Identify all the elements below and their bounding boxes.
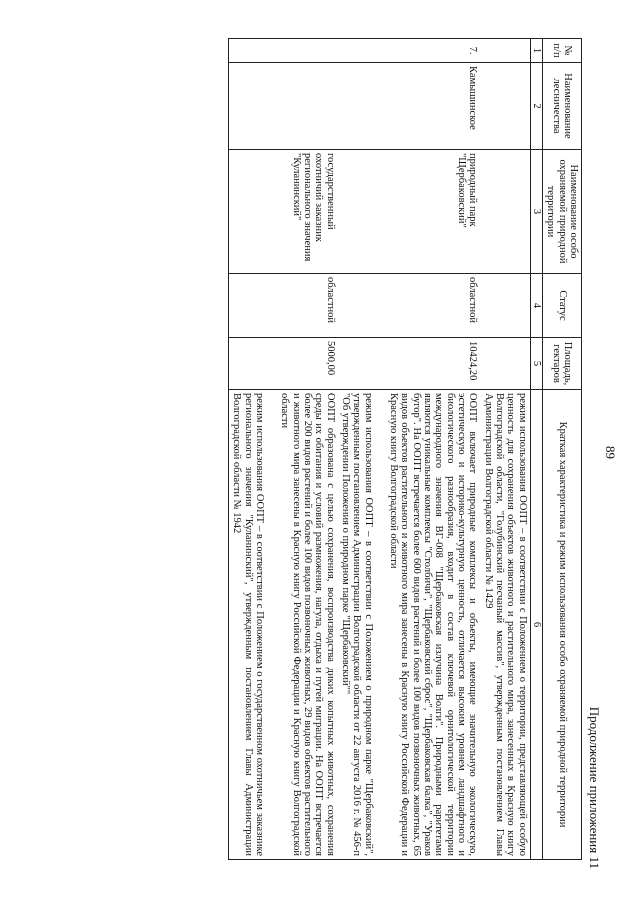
row-number-cell	[229, 39, 338, 63]
area-name-cell: природный парк "Щербаковский"	[338, 150, 481, 274]
header-cell: № п/п	[543, 39, 582, 63]
column-number: 4	[530, 274, 542, 338]
row-number-cell: 7.	[338, 39, 481, 63]
header-cell: Наименование особо охраняемой природной территории	[543, 150, 582, 274]
column-number: 6	[530, 390, 542, 860]
continuation-note: Продолжение приложения 11	[587, 706, 602, 869]
description-paragraph: ООПТ включает природные комплексы и объекты, имеющие значительную экологическую, эстетическую и историко-культурную ценность, отличается высоким уровнем ландшафтного и биологического разнообразия, входит в состав ключевой орнитологической территории международного значения ВГ-008 "Щербаковская излучина Волги". Природными раритетами являются уникальные комплексы "Столбичи", "Щербаковский сброс", "Щербаковская балка", "Ураков бугор". На ООПТ встречается более 600 видов растений и более 100 видов позвоночных животных, 65 видов объектов растительного и животного мира занесены в Красную книгу Российской Федерации и Красную книгу Волгоградской области	[388, 393, 479, 856]
table-row	[480, 39, 530, 860]
status-cell: областной	[229, 274, 338, 338]
table-header-row	[543, 39, 582, 860]
page-number: 89	[603, 446, 618, 459]
column-number-row	[530, 39, 542, 860]
description-cell	[480, 390, 530, 860]
column-number: 1	[530, 39, 542, 63]
area-name-cell: государственный охотничий заказник регионального значения "Куланинский"	[229, 150, 338, 274]
description-paragraph: режим использования ООПТ – в соответствии с Положением о территории, представляющей особую ценность для сохранения объектов животного и растительного мира, занесенных в Красную книгу Волгоградской области, "Голубинский песчаный массив", утвержденным постановлением Главы Администрации Волгоградской области № 1429	[482, 393, 528, 856]
header-cell: Краткая характеристика и режим использования особо охраняемой природной территории	[543, 390, 582, 860]
header-cell: Наименование лесничества	[543, 63, 582, 150]
header-cell: Статус	[543, 274, 582, 338]
forestry-cell	[480, 63, 530, 150]
row-number-cell	[480, 39, 530, 63]
column-number: 3	[530, 150, 542, 274]
area-size-cell	[480, 338, 530, 390]
area-name-cell	[480, 150, 530, 274]
protected-areas-table	[228, 38, 582, 860]
protected-areas-table-wrapper	[228, 38, 582, 860]
description-paragraph: ООПТ образована с целью сохранения, воспроизводства диких копытных животных, сохранения среды их обитания и условий размножения, нагула, отдыха и путей миграции. На ООПТ встречается более 200 видов растений и более 100 видов позвоночных животных, 29 видов объектов растительного и животного мира занесены в Красную книгу Российской Федерации и Красную книгу Волгоградской области	[279, 393, 336, 856]
description-paragraph: режим использования ООПТ – в соответствии с Положением о природном парке "Щербаковский", утвержденным постановлением Администрации Волгоградской области от 22 августа 2016 г. № 456-п "Об утверждении Положения о природном парке "Щербаковский""	[340, 393, 374, 856]
column-number: 2	[530, 63, 542, 150]
forestry-cell	[229, 63, 338, 150]
area-size-cell: 5000,00	[229, 338, 338, 390]
status-cell: областной	[338, 274, 481, 338]
description-cell	[229, 390, 338, 860]
area-size-cell: 10424,20	[338, 338, 481, 390]
header-cell: Площадь, гектаров	[543, 338, 582, 390]
description-cell	[338, 390, 481, 860]
table-row	[338, 39, 481, 860]
column-number: 5	[530, 338, 542, 390]
description-paragraph: режим использования ООПТ – в соответствии с Положением о государственном охотничьем заказнике регионального значения "Куланинский", утвержденным постановлением Главы Администрации Волгоградской области № 1942	[231, 393, 266, 856]
table-row	[229, 39, 338, 860]
status-cell	[480, 274, 530, 338]
forestry-cell: Камышинское	[338, 63, 481, 150]
